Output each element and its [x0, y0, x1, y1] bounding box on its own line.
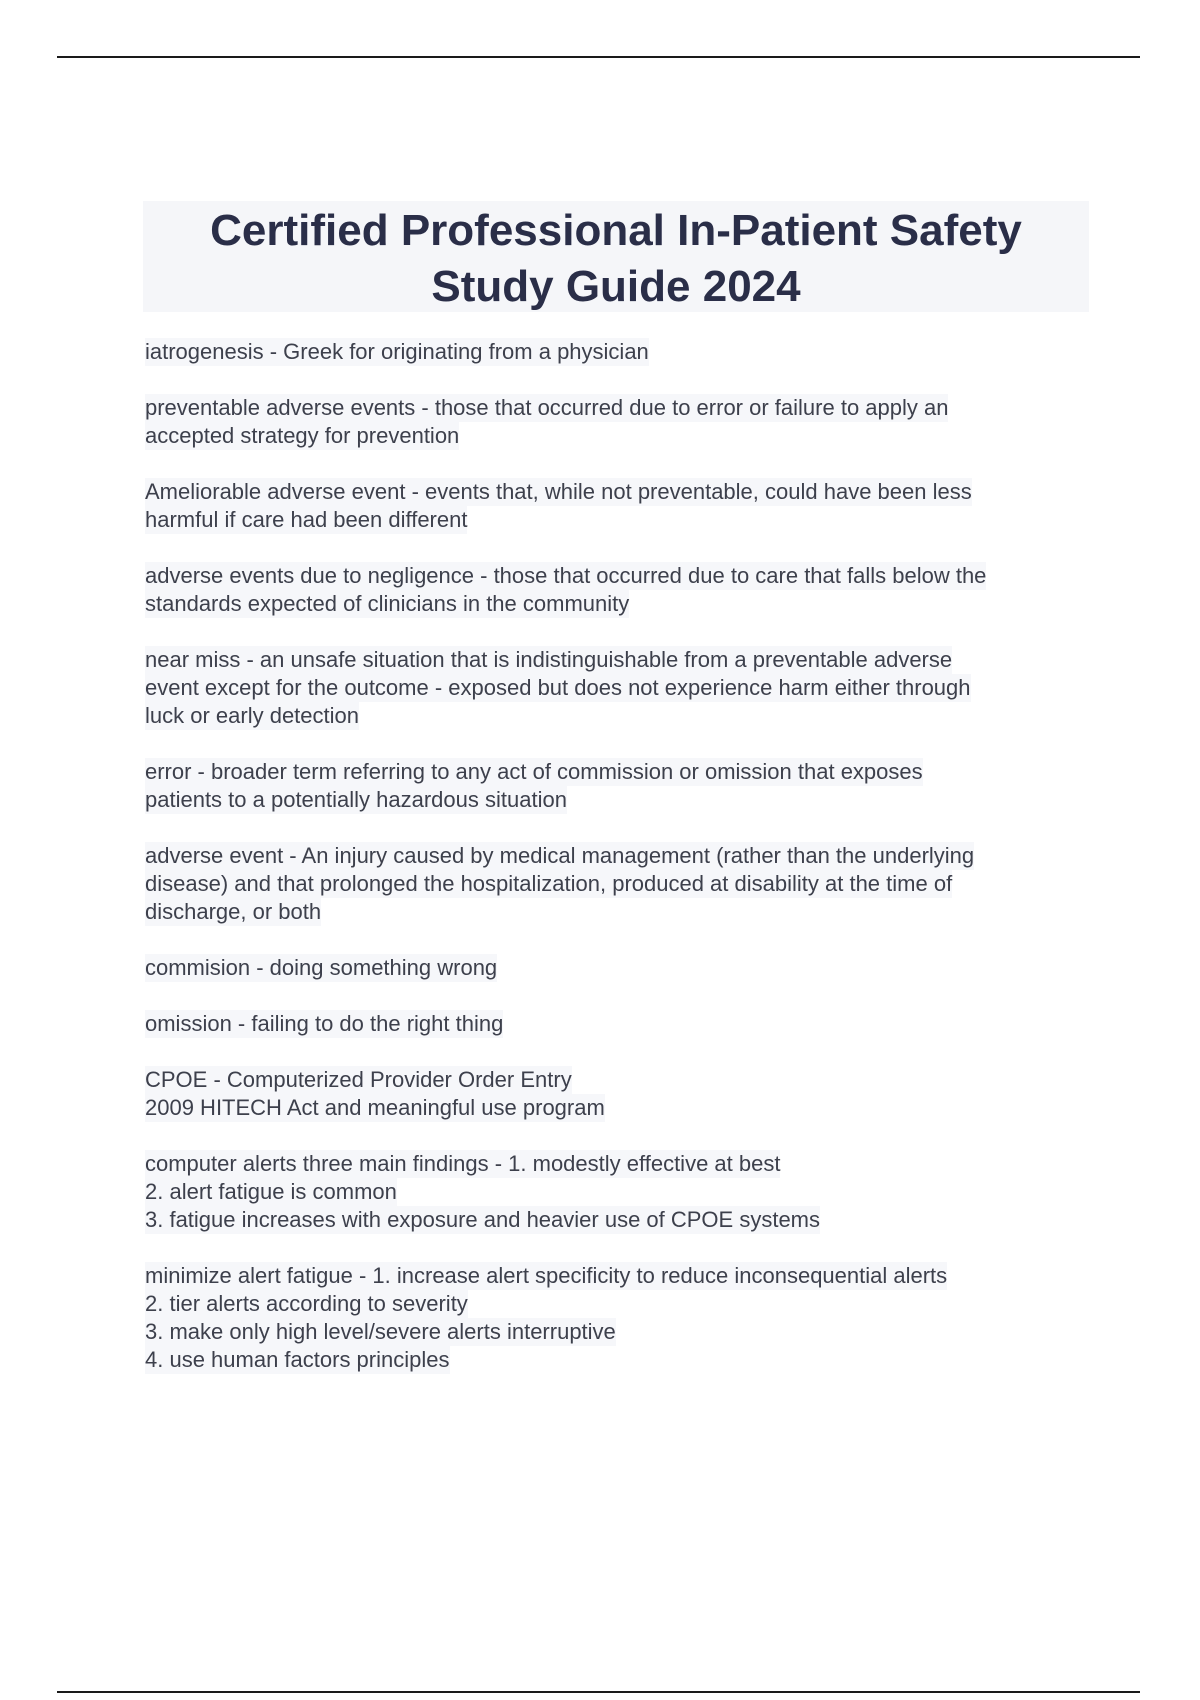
document-title [143, 201, 1089, 312]
title-line-2: Study Guide 2024 [431, 262, 801, 311]
glossary-list [145, 338, 1135, 1402]
entry-text-line: 3. fatigue increases with exposure and heavier use of CPOE systems [145, 1207, 821, 1232]
footer-rule [57, 1691, 1140, 1693]
entry-text-line: Ameliorable adverse event - events that, while not preventable, could have been less [145, 479, 972, 504]
entry-text-line: minimize alert fatigue - 1. increase alert specificity to reduce inconsequential alerts [145, 1263, 948, 1288]
glossary-entry [145, 394, 1135, 450]
glossary-entry [145, 646, 1135, 730]
entry-text-line: iatrogenesis - Greek for originating from a physician [145, 339, 649, 364]
entry-text-line: discharge, or both [145, 899, 322, 924]
entry-text-line: 2. tier alerts according to severity [145, 1291, 468, 1316]
entry-text-line: harmful if care had been different [145, 507, 468, 532]
entry-text-line: computer alerts three main findings - 1. modestly effective at best [145, 1151, 781, 1176]
entry-text-line: adverse event - An injury caused by medical management (rather than the underlying [145, 843, 975, 868]
glossary-entry [145, 1150, 1135, 1234]
entry-text-line: commision - doing something wrong [145, 955, 498, 980]
entry-text-line: 3. make only high level/severe alerts interruptive [145, 1319, 616, 1344]
entry-text-line: 2009 HITECH Act and meaningful use program [145, 1095, 605, 1120]
glossary-entry [145, 842, 1135, 926]
glossary-entry [145, 1066, 1135, 1122]
entry-text-line: 2. alert fatigue is common [145, 1179, 397, 1204]
entry-text-line: omission - failing to do the right thing [145, 1011, 504, 1036]
entry-text-line: accepted strategy for prevention [145, 423, 460, 448]
entry-text-line: near miss - an unsafe situation that is indistinguishable from a preventable adverse [145, 647, 953, 672]
glossary-entry [145, 1010, 1135, 1038]
entry-text-line: disease) and that prolonged the hospitalization, produced at disability at the time of [145, 871, 953, 896]
glossary-entry [145, 338, 1135, 366]
glossary-entry [145, 758, 1135, 814]
entry-text-line: 4. use human factors principles [145, 1347, 450, 1372]
entry-text-line: adverse events due to negligence - those that occurred due to care that falls below the [145, 563, 987, 588]
entry-text-line: preventable adverse events - those that occurred due to error or failure to apply an [145, 395, 949, 420]
glossary-entry [145, 1262, 1135, 1374]
header-rule [57, 56, 1140, 58]
title-line-1: Certified Professional In-Patient Safety [210, 206, 1022, 255]
entry-text-line: CPOE - Computerized Provider Order Entry [145, 1067, 572, 1092]
glossary-entry [145, 562, 1135, 618]
glossary-entry [145, 954, 1135, 982]
entry-text-line: error - broader term referring to any act of commission or omission that exposes [145, 759, 923, 784]
entry-text-line: event except for the outcome - exposed but does not experience harm either through [145, 675, 971, 700]
entry-text-line: patients to a potentially hazardous situation [145, 787, 567, 812]
entry-text-line: luck or early detection [145, 703, 359, 728]
entry-text-line: standards expected of clinicians in the community [145, 591, 630, 616]
glossary-entry [145, 478, 1135, 534]
